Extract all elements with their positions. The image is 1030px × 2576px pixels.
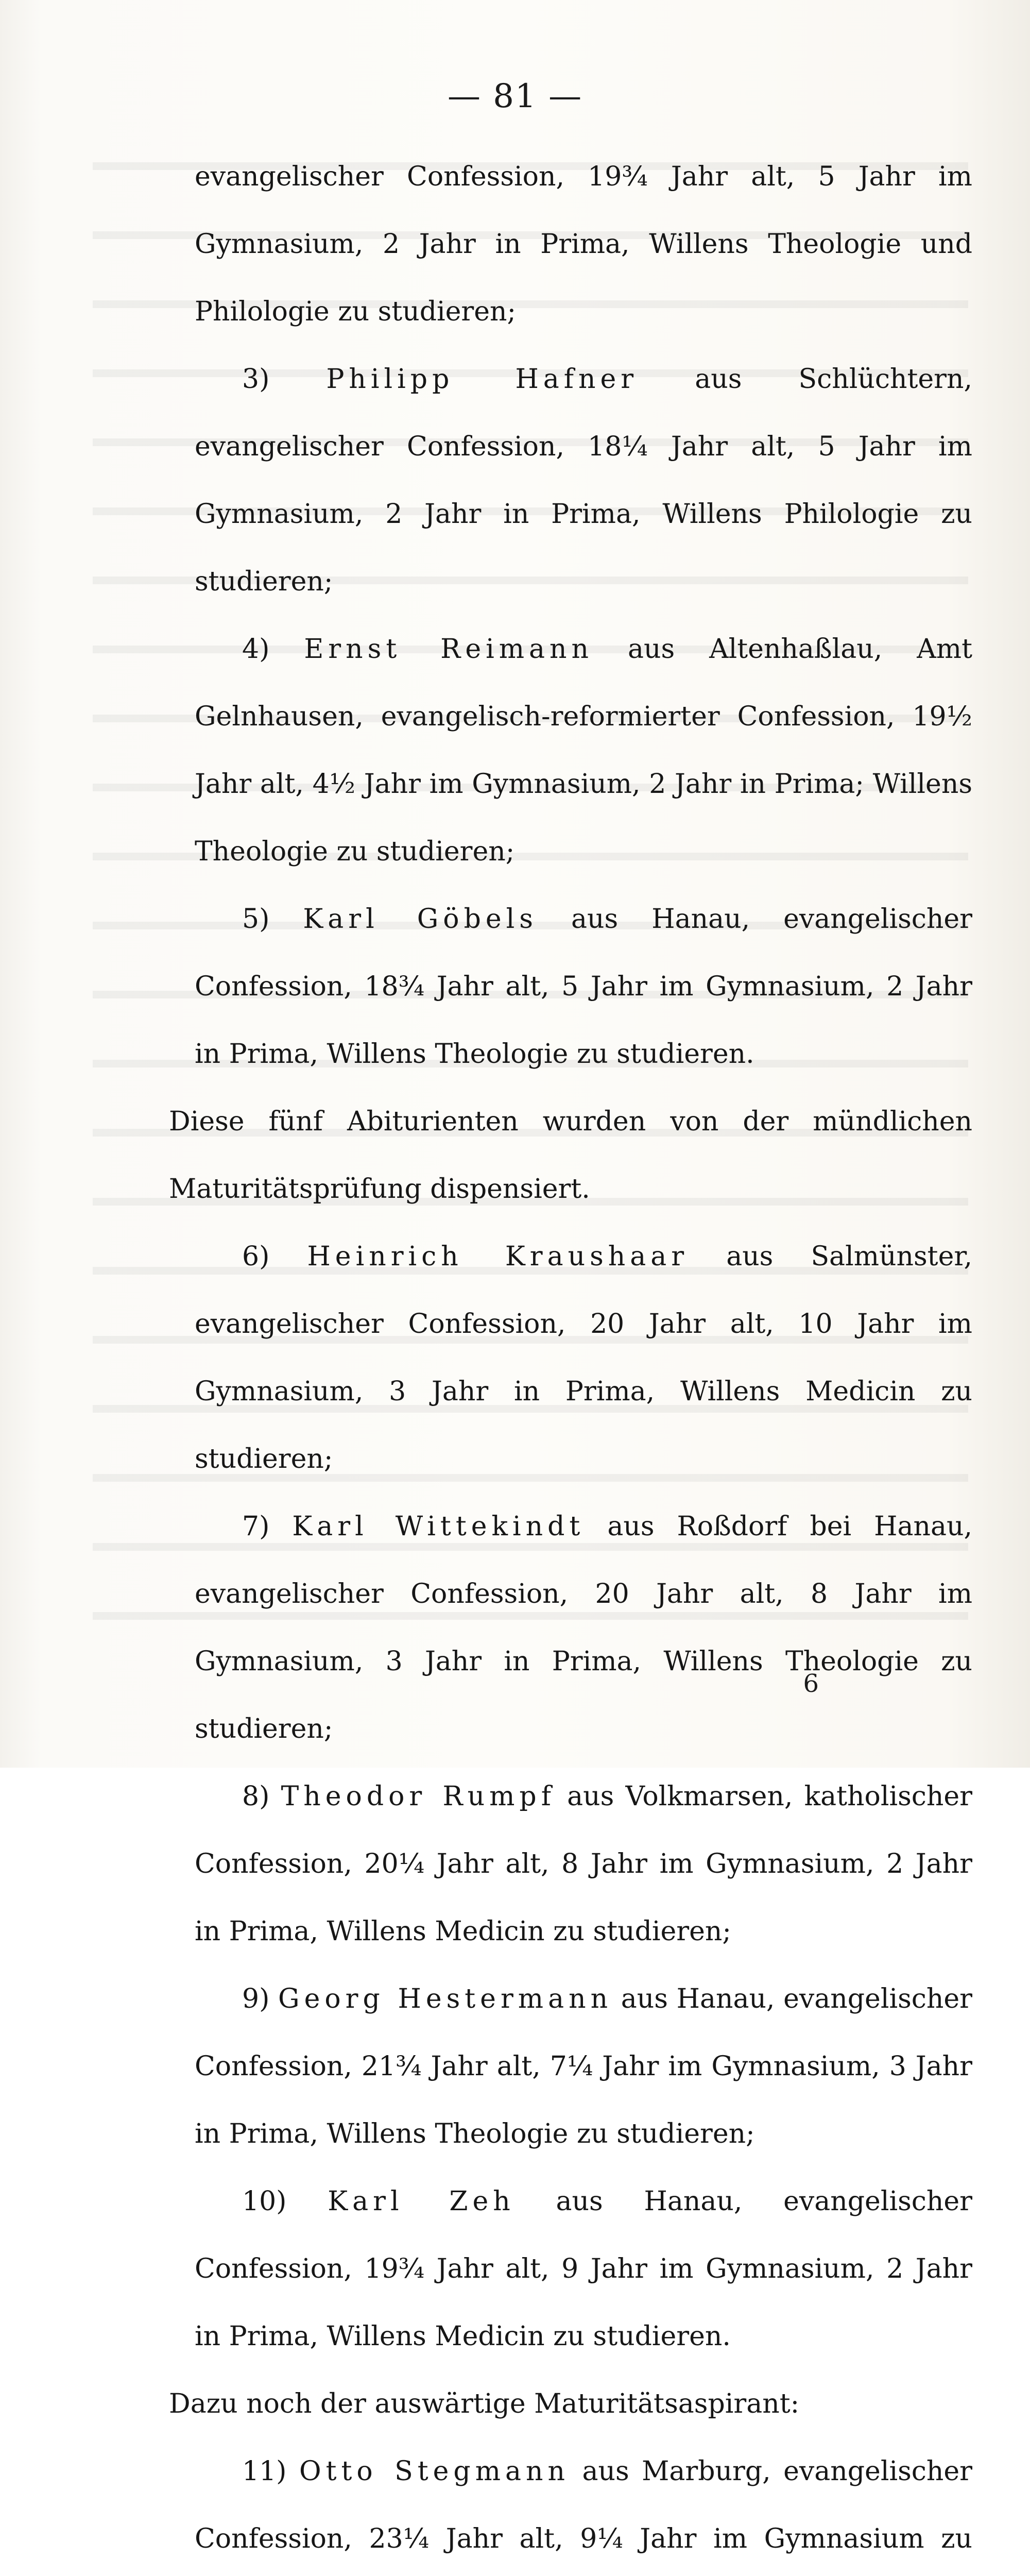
page-number: — 81 — <box>447 77 583 115</box>
entry-10 <box>195 2168 972 2370</box>
entry-number: 5) <box>242 904 270 935</box>
entry-name: Ernst Reimann <box>304 634 594 665</box>
entry-number: 3) <box>242 364 270 395</box>
entry-text: aus Hanau, evangelischer Confession, 18¾ Jahr alt, 5 Jahr im Gymnasium, 2 Jahr in Prima, Willens Theologie zu studieren. <box>195 904 973 1070</box>
entry-text: aus Volkmarsen, katholischer Confession, 20¼ Jahr alt, 8 Jahr im Gymnasium, 2 Jahr in Prima, Willens Medicin zu studieren; <box>195 1781 973 1947</box>
entry-name: Theodor Rumpf <box>281 1781 556 1812</box>
entry-text: aus Salmünster, evangelischer Confession, 20 Jahr alt, 10 Jahr im Gymnasium, 3 Jahr in Prima, Willens Medicin zu studieren; <box>195 1241 973 1475</box>
entry-number: 8) <box>242 1781 270 1812</box>
entry-4 <box>195 616 972 886</box>
signature-mark: 6 <box>803 1669 819 1698</box>
entry-name: Karl Göbels <box>303 904 538 935</box>
entry-text: aus Hanau, evangelischer Confession, 21¾ Jahr alt, 7¼ Jahr im Gymnasium, 3 Jahr in Prima, Willens Theologie zu studieren; <box>195 1984 973 2149</box>
entry-name: Philipp Hafner <box>326 364 639 395</box>
note-external-candidate <box>169 2370 972 2438</box>
note-text: Dazu noch der auswärtige Maturitätsaspirant: <box>169 2388 800 2419</box>
entry-number: 11) <box>242 2456 287 2487</box>
entry-6 <box>195 1223 972 1493</box>
entry-3 <box>195 346 972 616</box>
entry-9 <box>195 1965 972 2168</box>
body-text <box>169 143 973 2576</box>
entry-number: 7) <box>242 1511 270 1542</box>
entry-11 <box>195 2438 972 2576</box>
entry-number: 10) <box>242 2186 287 2217</box>
entry-5 <box>195 886 972 1088</box>
entry-text: aus Roßdorf bei Hanau, evangelischer Confession, 20 Jahr alt, 8 Jahr im Gymnasium, 3 Jahr in Prima, Willens Theologie zu studieren; <box>195 1511 973 1744</box>
entry-text: aus Hanau, evangelischer Confession, 19¾ Jahr alt, 9 Jahr im Gymnasium, 2 Jahr in Prima, Willens Medicin zu studieren. <box>195 2186 973 2352</box>
entry-text: aus Marburg, evangelischer Confession, 23¼ Jahr alt, 9¼ Jahr im Gymnasium zu <box>195 2456 973 2554</box>
entry-name: Karl Wittekindt <box>292 1511 585 1542</box>
paragraph-text: evangelischer Confession, 19¾ Jahr alt, 5 Jahr im Gymnasium, 2 Jahr in Prima, Willens Theologie und Philologie zu studieren; <box>195 161 972 327</box>
note-dispensation <box>169 1088 972 1223</box>
entry-text: aus Schlüchtern, evangelischer Confession, 18¼ Jahr alt, 5 Jahr im Gymnasium, 2 Jahr in Prima, Willens Philologie zu studieren; <box>195 364 972 597</box>
entry-number: 6) <box>242 1241 270 1272</box>
entry-8 <box>195 1763 972 1965</box>
note-text: Diese fünf Abiturienten wurden von der mündlichen Maturitätsprüfung dispensiert. <box>169 1106 972 1205</box>
entry-number: 4) <box>242 634 270 665</box>
entry-7 <box>195 1493 972 1763</box>
entry-name: Otto Stegmann <box>299 2456 570 2487</box>
entry-text: aus Altenhaßlau, Amt Gelnhausen, evangelisch-reformierter Confession, 19½ Jahr alt, 4½ Jahr im Gymnasium, 2 Jahr in Prima; Willens Theologie zu studieren; <box>195 634 973 867</box>
entry-name: Georg Hestermann <box>278 1984 613 2014</box>
entry-name: Karl Zeh <box>328 2186 515 2217</box>
entry-name: Heinrich Kraushaar <box>307 1241 689 1272</box>
entry-number: 9) <box>242 1984 270 2014</box>
paragraph-continuation <box>195 143 972 346</box>
